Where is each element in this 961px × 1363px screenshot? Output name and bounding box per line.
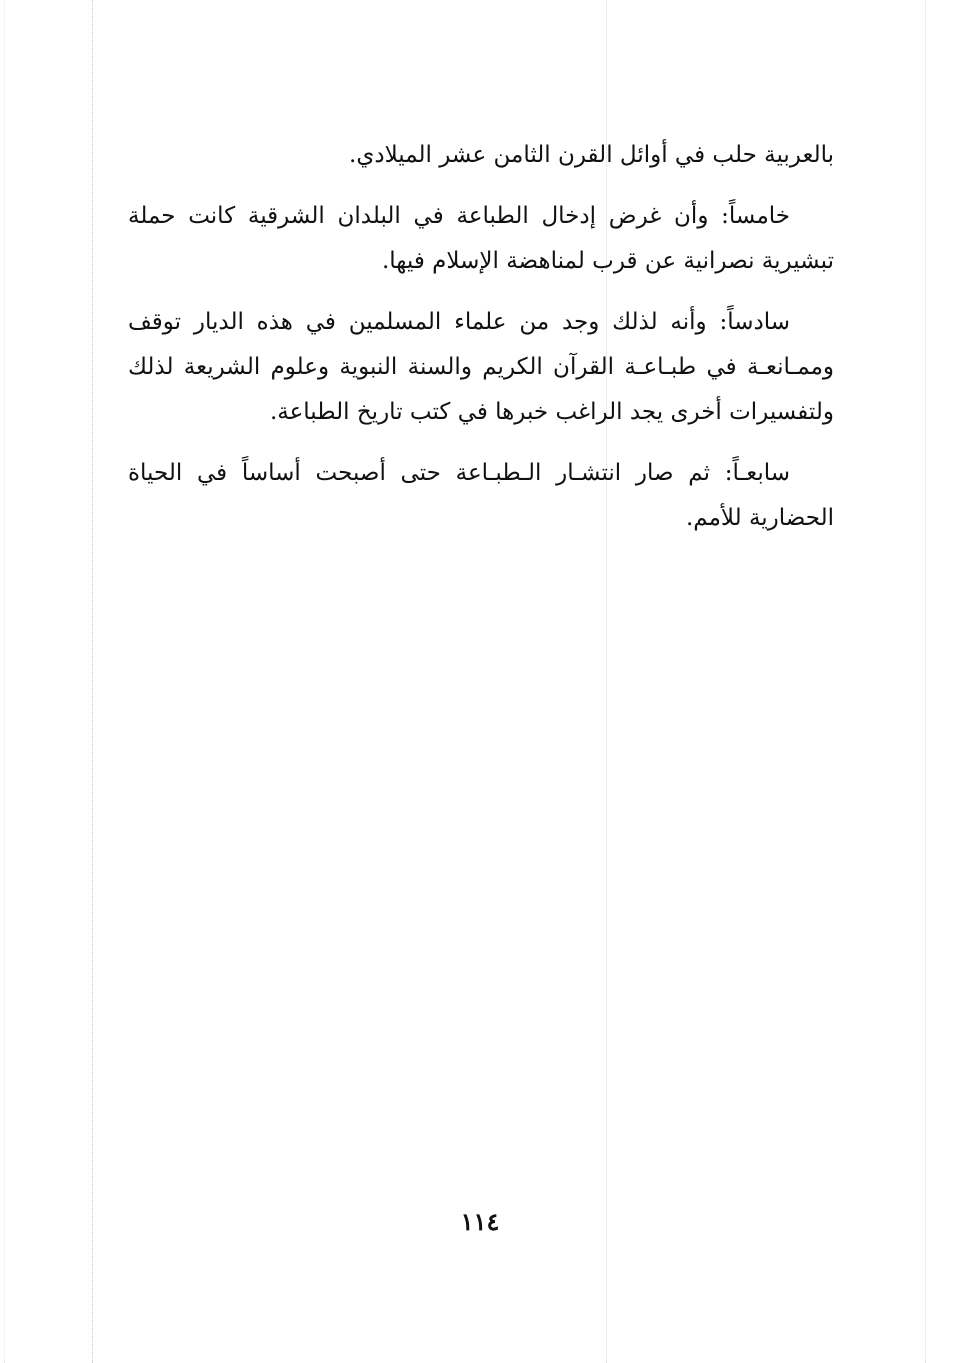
text-line: الحضارية للأمم.	[685, 505, 834, 531]
scan-artifact-line	[92, 0, 93, 1363]
text-line: سادساً: وأنه لذلك وجد من علماء المسلمين في هذه الديار توقف	[128, 309, 790, 335]
text-line: وممـانعـة في طبـاعـة القرآن الكريم والسنة النبوية وعلوم الشريعة لذلك	[128, 354, 834, 380]
paragraph-sixth	[128, 300, 834, 435]
paragraph-continuation	[128, 133, 834, 178]
paragraph-fifth	[128, 194, 834, 284]
body-text	[128, 133, 834, 557]
paragraph-seventh	[128, 451, 834, 541]
scan-artifact-line	[4, 0, 5, 1363]
text-line: سابعـاً: ثم صار انتشـار الـطبـاعة حتى أصبحت أساساً في الحياة	[128, 460, 790, 486]
text-line: خامساً: وأن غرض إدخال الطباعة في البلدان الشرقية كانت حملة	[128, 203, 790, 229]
scan-artifact-line	[925, 0, 926, 1363]
text-line: ولتفسيرات أخرى يجد الراغب خبرها في كتب تاريخ الطباعة.	[269, 399, 834, 425]
page-number: ١١٤	[460, 1207, 500, 1236]
text-line: بالعربية حلب في أوائل القرن الثامن عشر الميلادي.	[349, 142, 834, 168]
text-line: تبشيرية نصرانية عن قرب لمناهضة الإسلام فيها.	[381, 248, 834, 274]
